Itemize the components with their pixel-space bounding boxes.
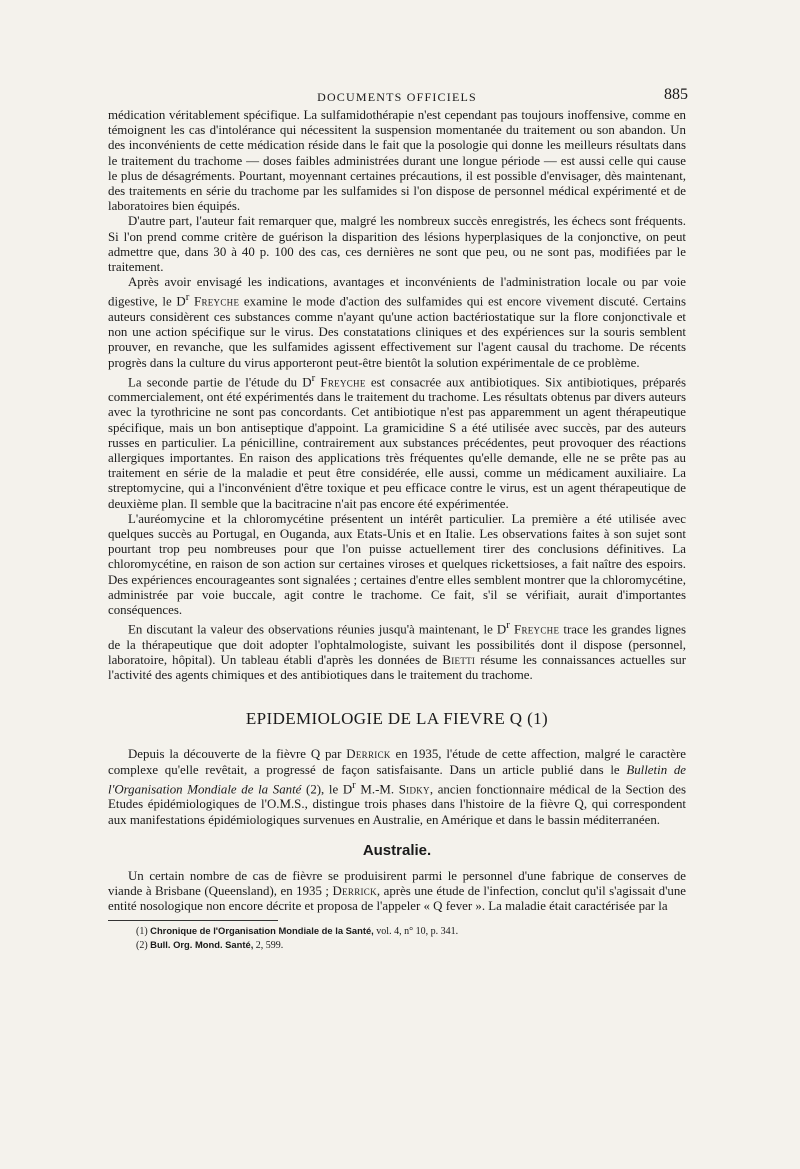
superscript: r bbox=[185, 291, 190, 304]
author-name: Freyche bbox=[193, 294, 240, 309]
paragraph bbox=[108, 618, 686, 683]
text-span: résume les connaissances actuelles sur l'activité des agents chimiques et des antibiotiques dans le traitement du trachome. bbox=[108, 653, 686, 683]
footnote-marker: (1) bbox=[136, 926, 148, 938]
footnote-detail: 2, 599. bbox=[253, 939, 284, 951]
text-span: en 1935, l'étude de cette affection, malgré le caractère complexe qu'elle revêtait, a progressé de façon satisfaisante. Dans un article publié dans le bbox=[108, 747, 686, 777]
document-page bbox=[108, 86, 686, 952]
superscript: r bbox=[311, 371, 316, 384]
superscript: r bbox=[506, 619, 510, 632]
footnote-detail: vol. 4, n° 10, p. 341. bbox=[373, 926, 459, 938]
paragraph bbox=[108, 747, 686, 827]
text-span: , ancien fonctionnaire médical de la Section des Etudes épidémiologiques de l'O.M.S., distingue trois phases dans l'histoire de la fièvre Q, qui correspondent aux manifestations épidémiologiques survenues en Australie, en Amérique et dans le bassin méditerranéen. bbox=[108, 782, 686, 827]
text-span: examine le mode d'action des sulfamides qui est encore vivement discuté. Certains auteurs considèrent ces substances comme n'ayant qu'une action bactériostatique sur la flore conjonctivale et non une action spécifique sur le virus. Des constatations cliniques et des expériences sur la souris semblent prouver, en revanche, que les sulfamides agissent effectivement sur l'agent causal du trachome. De récents progrès dans la culture du virus apporteront peut-être bientôt la solution expérimentale de ce problème. bbox=[108, 294, 686, 370]
text-span: En discutant la valeur des observations réunies jusqu'à maintenant, le D bbox=[128, 622, 507, 637]
paragraph bbox=[108, 371, 686, 512]
footnote bbox=[108, 939, 686, 953]
text-span: M.-M. bbox=[355, 782, 399, 797]
author-name: Bietti bbox=[442, 653, 476, 667]
text-span: , après une étude de l'infection, conclut qu'il s'agissait d'une entité nosologique non encore décrite et proposa de l'appeler « Q fever ». La maladie était caractérisée par la bbox=[108, 883, 687, 914]
author-name: Derrick bbox=[332, 883, 377, 898]
text-span: trace les grandes lignes de la thérapeutique que doit adopter l'ophtalmologiste, suivant les possibilités dont il dispose (personnel, laboratoire, hôpital). Un tableau établi d'après les données de bbox=[108, 622, 686, 667]
author-name: Derrick bbox=[346, 747, 391, 762]
author-name: Sidky bbox=[398, 782, 430, 797]
footnote-source: Bull. Org. Mond. Santé, bbox=[150, 938, 254, 950]
running-title: DOCUMENTS OFFICIELS bbox=[317, 90, 477, 104]
text-span: (2), le D bbox=[301, 782, 353, 797]
text-span: La seconde partie de l'étude du D bbox=[128, 375, 312, 390]
section-title: EPIDEMIOLOGIE DE LA FIEVRE Q (1) bbox=[245, 709, 549, 729]
author-name: Freyche bbox=[320, 375, 366, 390]
paragraph bbox=[108, 275, 686, 371]
text-span: est consacrée aux antibiotiques. Six antibiotiques, préparés commercialement, ont été expérimentés dans le traitement du trachome. Les résultats obtenus par divers auteurs avec la tyrothricine ne sont pas concordants. Cet antibiotique n'est pas apparemment un agent thérapeutique spécifique, mais un bon antiseptique d'appoint. La gramicidine S a été utilisée avec succès, par des auteurs russes en particulier. La pénicilline, contrairement aux substances précédentes, peut provoquer des réactions allergiques importantes. En raison des applications très fréquentes qu'elle demande, elle ne se prête pas au traitement en série de la maladie et peut être considérée, elle aussi, comme un médicament auxiliaire. La streptomycine, qui a l'inconvénient d'être toxique et peu efficace contre le virus, est un agent thérapeutique de deuxième plan. Il semble que la bacitracine n'ait pas encore été expérimentée. bbox=[108, 375, 686, 511]
page-number: 885 bbox=[664, 86, 688, 103]
text-span: Un certain nombre de cas de fièvre se produisirent parmi le personnel d'une fabrique de conserves de viande à Brisbane (Queensland), en 1935 ; bbox=[108, 868, 686, 898]
text-span: Après avoir envisagé les indications, avantages et inconvénients de l'administration locale ou par voie digestive, le D bbox=[108, 275, 686, 309]
footnote-marker: (2) bbox=[136, 939, 148, 951]
superscript: r bbox=[352, 778, 356, 791]
paragraph: médication véritablement spécifique. La sulfamidothérapie n'est cependant pas toujours inoffensive, comme en témoignent les cas d'intolérance qui nécessitent la suspension momentanée du traitement ou son abandon. Un des inconvénients de cette médication réside dans le fait que la posologie qui donne les meilleurs résultats dans le traitement du trachome — doses faibles administrées durant une longue période — est aussi celle qui cause le plus de désagréments. Pourtant, moyennant certaines précautions, il est possible d'envisager, dès maintenant, des traitements en série du trachome par les sulfamides si l'on dispose de personnel médical expérimenté et de laboratoires bien équipés. bbox=[108, 108, 686, 214]
paragraph: L'auréomycine et la chloromycétine présentent un intérêt particulier. La première a été utilisée avec quelques succès au Portugal, en Ouganda, aux Etats-Unis et en Italie. Les observations faites à son sujet sont pourtant trop peu nombreuses pour que l'on puisse actuellement tirer des conclusions définitives. La chloromycétine, en raison de son action sur certaines viroses et quelques rickettsioses, a fait naître des espoirs. Des expériences encourageantes sont signalées ; certaines d'entre elles semblent montrer que la chloromycétine, administrée par voie buccale, agit contre le trachome. Ce fait, s'il se vérifiait, aurait d'importantes conséquences. bbox=[108, 511, 686, 618]
footnote-source: Chronique de l'Organisation Mondiale de la Santé, bbox=[150, 925, 374, 937]
journal-title: Bulletin de l'Organisation Mondiale de la Santé bbox=[108, 762, 686, 797]
text-span: Depuis la découverte de la fièvre Q par bbox=[128, 747, 347, 762]
author-name: Freyche bbox=[513, 622, 560, 637]
footnote bbox=[108, 925, 686, 939]
page-header bbox=[108, 86, 686, 108]
paragraph bbox=[108, 869, 686, 915]
paragraph: D'autre part, l'auteur fait remarquer que, malgré les nombreux succès enregistrés, les échecs sont fréquents. Si l'on prend comme critère de guérison la disparition des lésions hyperplasiques de la conjonctive, on peut admettre que, dans 30 à 40 p. 100 des cas, ces dernières ne sont que peu, ou ne sont pas, modifiées par le traitement. bbox=[108, 214, 686, 275]
subsection-title: Australie. bbox=[362, 841, 432, 859]
footnote-divider bbox=[108, 920, 278, 921]
